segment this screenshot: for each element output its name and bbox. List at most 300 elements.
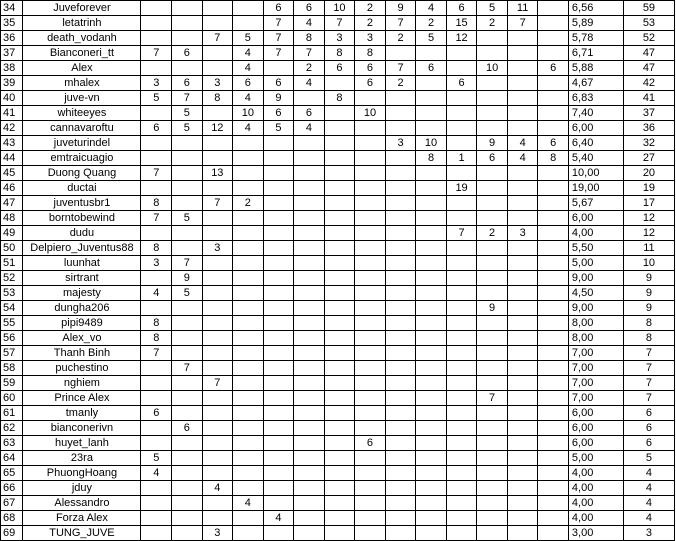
score-cell [233, 331, 264, 346]
average-cell: 6,40 [568, 136, 623, 151]
name-cell: letatrinh [23, 16, 141, 31]
score-cell [294, 451, 325, 466]
score-cell [141, 271, 172, 286]
score-cell [355, 406, 386, 421]
score-cell [233, 16, 264, 31]
average-cell: 3,00 [568, 526, 623, 541]
total-cell: 11 [623, 241, 674, 256]
score-cell [477, 346, 508, 361]
score-cell [202, 391, 233, 406]
score-cell: 9 [172, 271, 203, 286]
score-cell [416, 406, 447, 421]
score-cell [446, 421, 477, 436]
score-cell: 15 [446, 16, 477, 31]
table-row [1, 61, 675, 76]
score-cell: 4 [233, 61, 264, 76]
name-cell: Thanh Binh [23, 346, 141, 361]
score-cell [324, 346, 355, 361]
score-cell: 7 [294, 46, 325, 61]
name-cell: Duong Quang [23, 166, 141, 181]
score-cell [294, 211, 325, 226]
table-row [1, 391, 675, 406]
total-cell: 6 [623, 421, 674, 436]
score-cell [385, 436, 416, 451]
score-cell [141, 136, 172, 151]
score-cell: 8 [355, 46, 386, 61]
score-cell [324, 466, 355, 481]
score-cell [263, 256, 294, 271]
table-row [1, 241, 675, 256]
score-cell [477, 76, 508, 91]
total-cell: 7 [623, 391, 674, 406]
score-cell [294, 481, 325, 496]
table-row [1, 16, 675, 31]
score-cell: 4 [233, 91, 264, 106]
score-cell [355, 91, 386, 106]
name-cell: whiteeyes [23, 106, 141, 121]
score-cell [324, 76, 355, 91]
average-cell: 8,00 [568, 331, 623, 346]
score-cell [538, 451, 569, 466]
average-cell: 6,00 [568, 211, 623, 226]
score-cell [263, 436, 294, 451]
score-cell [233, 526, 264, 541]
score-cell [446, 436, 477, 451]
score-cell [416, 346, 447, 361]
score-cell [507, 166, 538, 181]
score-cell [507, 121, 538, 136]
score-cell: 9 [477, 136, 508, 151]
score-cell: 5 [263, 121, 294, 136]
score-cell [446, 451, 477, 466]
rank-cell: 64 [1, 451, 23, 466]
score-cell [294, 421, 325, 436]
score-cell [172, 1, 203, 16]
score-cell [202, 421, 233, 436]
table-row [1, 406, 675, 421]
score-cell [507, 46, 538, 61]
score-cell [202, 286, 233, 301]
name-cell: Alex_vo [23, 331, 141, 346]
score-cell: 4 [507, 136, 538, 151]
score-cell: 8 [141, 331, 172, 346]
score-cell [233, 451, 264, 466]
score-cell: 5 [233, 31, 264, 46]
score-cell: 4 [294, 121, 325, 136]
score-cell [141, 361, 172, 376]
score-cell [385, 256, 416, 271]
score-cell [324, 406, 355, 421]
score-cell [202, 511, 233, 526]
score-cell [538, 121, 569, 136]
score-cell [385, 301, 416, 316]
score-cell: 3 [507, 226, 538, 241]
rank-cell: 39 [1, 76, 23, 91]
score-cell: 7 [202, 376, 233, 391]
score-cell [446, 286, 477, 301]
score-cell [233, 271, 264, 286]
score-cell [385, 91, 416, 106]
total-cell: 4 [623, 496, 674, 511]
name-cell: Alex [23, 61, 141, 76]
score-cell [538, 241, 569, 256]
score-cell: 4 [233, 46, 264, 61]
score-cell: 7 [141, 211, 172, 226]
total-cell: 6 [623, 436, 674, 451]
score-cell [233, 226, 264, 241]
table-row [1, 316, 675, 331]
rank-cell: 59 [1, 376, 23, 391]
score-cell [446, 361, 477, 376]
score-cell [172, 436, 203, 451]
score-cell [416, 46, 447, 61]
score-cell [172, 181, 203, 196]
score-cell [538, 106, 569, 121]
score-cell [172, 451, 203, 466]
average-cell: 4,67 [568, 76, 623, 91]
score-cell: 5 [172, 286, 203, 301]
rank-cell: 68 [1, 511, 23, 526]
score-cell [477, 271, 508, 286]
total-cell: 4 [623, 511, 674, 526]
score-cell [324, 481, 355, 496]
rank-cell: 44 [1, 151, 23, 166]
name-cell: dungha206 [23, 301, 141, 316]
score-cell [141, 436, 172, 451]
score-cell [141, 61, 172, 76]
score-cell [172, 406, 203, 421]
score-cell [294, 346, 325, 361]
average-cell: 8,00 [568, 316, 623, 331]
score-cell [538, 421, 569, 436]
score-cell: 2 [355, 16, 386, 31]
score-cell [294, 331, 325, 346]
total-cell: 6 [623, 406, 674, 421]
table-row [1, 151, 675, 166]
score-cell: 12 [202, 121, 233, 136]
average-cell: 7,40 [568, 106, 623, 121]
score-cell [477, 181, 508, 196]
score-cell [446, 196, 477, 211]
score-cell [324, 421, 355, 436]
score-cell [172, 136, 203, 151]
rank-cell: 66 [1, 481, 23, 496]
score-cell [477, 211, 508, 226]
score-cell: 7 [507, 16, 538, 31]
score-cell [385, 421, 416, 436]
score-cell [202, 256, 233, 271]
score-cell: 4 [141, 286, 172, 301]
score-cell [416, 496, 447, 511]
score-cell [507, 271, 538, 286]
score-cell [446, 166, 477, 181]
score-cell [324, 166, 355, 181]
score-cell [355, 346, 386, 361]
score-cell: 8 [141, 196, 172, 211]
score-cell [416, 181, 447, 196]
score-cell [385, 466, 416, 481]
score-cell: 3 [324, 31, 355, 46]
score-cell [385, 391, 416, 406]
score-cell: 7 [141, 46, 172, 61]
rank-cell: 69 [1, 526, 23, 541]
score-cell: 6 [355, 76, 386, 91]
score-cell: 2 [385, 31, 416, 46]
score-cell: 4 [294, 16, 325, 31]
score-cell [324, 241, 355, 256]
total-cell: 7 [623, 346, 674, 361]
score-cell [385, 181, 416, 196]
table-row [1, 166, 675, 181]
score-cell [172, 31, 203, 46]
score-cell [385, 226, 416, 241]
score-cell [446, 526, 477, 541]
table-row [1, 511, 675, 526]
score-cell [507, 526, 538, 541]
table-row [1, 196, 675, 211]
average-cell: 9,00 [568, 271, 623, 286]
score-cell [202, 406, 233, 421]
score-cell [477, 361, 508, 376]
score-cell [355, 466, 386, 481]
name-cell: pipi9489 [23, 316, 141, 331]
score-cell [416, 106, 447, 121]
score-cell: 7 [263, 16, 294, 31]
average-cell: 6,00 [568, 436, 623, 451]
score-cell [172, 196, 203, 211]
average-cell: 6,83 [568, 91, 623, 106]
table-row [1, 301, 675, 316]
score-cell [538, 526, 569, 541]
score-cell [294, 466, 325, 481]
total-cell: 59 [623, 1, 674, 16]
score-cell [538, 346, 569, 361]
score-cell [324, 436, 355, 451]
score-cell [324, 331, 355, 346]
rank-cell: 34 [1, 1, 23, 16]
table-row [1, 436, 675, 451]
score-cell [233, 481, 264, 496]
total-cell: 41 [623, 91, 674, 106]
score-cell [538, 511, 569, 526]
score-cell [141, 301, 172, 316]
score-cell: 9 [263, 91, 294, 106]
rank-cell: 65 [1, 466, 23, 481]
score-cell [294, 286, 325, 301]
total-cell: 9 [623, 286, 674, 301]
table-row [1, 286, 675, 301]
score-cell [416, 286, 447, 301]
rank-cell: 55 [1, 316, 23, 331]
score-cell [324, 511, 355, 526]
score-cell [324, 496, 355, 511]
name-cell: juveturindel [23, 136, 141, 151]
table-row [1, 361, 675, 376]
score-cell [202, 301, 233, 316]
score-cell: 7 [263, 46, 294, 61]
rank-cell: 61 [1, 406, 23, 421]
score-cell [385, 331, 416, 346]
score-cell [324, 136, 355, 151]
score-cell [172, 376, 203, 391]
name-cell: jduy [23, 481, 141, 496]
score-cell [507, 481, 538, 496]
score-cell [294, 256, 325, 271]
score-cell: 7 [385, 16, 416, 31]
name-cell: majesty [23, 286, 141, 301]
score-cell [507, 436, 538, 451]
score-cell [263, 466, 294, 481]
table-row [1, 496, 675, 511]
score-cell [446, 106, 477, 121]
score-cell [538, 316, 569, 331]
score-cell [538, 301, 569, 316]
total-cell: 36 [623, 121, 674, 136]
score-cell: 6 [294, 106, 325, 121]
score-cell [538, 91, 569, 106]
score-cell: 8 [202, 91, 233, 106]
score-cell [233, 421, 264, 436]
score-cell [477, 451, 508, 466]
average-cell: 5,78 [568, 31, 623, 46]
score-cell: 2 [294, 61, 325, 76]
score-cell [446, 346, 477, 361]
table-row [1, 331, 675, 346]
score-cell [141, 151, 172, 166]
score-cell [385, 451, 416, 466]
score-cell [172, 61, 203, 76]
score-cell [507, 451, 538, 466]
score-cell [538, 361, 569, 376]
score-cell [385, 121, 416, 136]
score-cell: 7 [202, 196, 233, 211]
score-cell [202, 346, 233, 361]
rank-cell: 45 [1, 166, 23, 181]
table-row [1, 76, 675, 91]
score-cell [233, 166, 264, 181]
rank-cell: 40 [1, 91, 23, 106]
score-cell: 6 [263, 76, 294, 91]
score-cell [416, 526, 447, 541]
table-row [1, 1, 675, 16]
score-cell [172, 316, 203, 331]
score-cell: 6 [263, 1, 294, 16]
score-cell [446, 301, 477, 316]
average-cell: 6,56 [568, 1, 623, 16]
rank-cell: 53 [1, 286, 23, 301]
score-cell: 6 [172, 46, 203, 61]
score-cell: 5 [141, 451, 172, 466]
score-cell [446, 316, 477, 331]
average-cell: 4,00 [568, 466, 623, 481]
score-cell [477, 421, 508, 436]
score-cell [202, 46, 233, 61]
score-cell [233, 391, 264, 406]
total-cell: 53 [623, 16, 674, 31]
score-cell [446, 496, 477, 511]
score-cell [538, 391, 569, 406]
score-cell: 6 [324, 61, 355, 76]
score-cell [324, 181, 355, 196]
score-cell [416, 301, 447, 316]
score-cell [233, 466, 264, 481]
score-cell [477, 196, 508, 211]
name-cell: puchestino [23, 361, 141, 376]
score-cell [324, 361, 355, 376]
score-cell [324, 376, 355, 391]
total-cell: 8 [623, 331, 674, 346]
score-cell [385, 496, 416, 511]
score-cell: 6 [446, 1, 477, 16]
score-cell: 7 [202, 31, 233, 46]
score-cell [202, 436, 233, 451]
score-cell [355, 241, 386, 256]
score-cell [202, 226, 233, 241]
score-cell [416, 121, 447, 136]
score-cell [202, 451, 233, 466]
name-cell: cannavaroftu [23, 121, 141, 136]
score-cell [446, 61, 477, 76]
score-cell [233, 376, 264, 391]
score-cell [416, 511, 447, 526]
average-cell: 7,00 [568, 391, 623, 406]
score-cell [202, 151, 233, 166]
total-cell: 8 [623, 316, 674, 331]
score-cell [446, 241, 477, 256]
score-cell [507, 496, 538, 511]
total-cell: 32 [623, 136, 674, 151]
name-cell: Forza Alex [23, 511, 141, 526]
score-cell [477, 331, 508, 346]
score-cell [141, 496, 172, 511]
table-row [1, 271, 675, 286]
score-cell: 8 [538, 151, 569, 166]
score-cell [477, 286, 508, 301]
score-cell [538, 256, 569, 271]
score-cell [355, 391, 386, 406]
score-cell [416, 211, 447, 226]
average-cell: 7,00 [568, 346, 623, 361]
score-cell: 6 [538, 61, 569, 76]
rank-cell: 46 [1, 181, 23, 196]
score-cell: 5 [172, 106, 203, 121]
name-cell: juve-vn [23, 91, 141, 106]
score-cell [324, 271, 355, 286]
score-cell [507, 181, 538, 196]
score-cell [294, 271, 325, 286]
table-row [1, 46, 675, 61]
score-cell [416, 451, 447, 466]
name-cell: Prince Alex [23, 391, 141, 406]
score-cell [324, 106, 355, 121]
average-cell: 4,00 [568, 496, 623, 511]
total-cell: 3 [623, 526, 674, 541]
score-cell [355, 136, 386, 151]
score-cell [294, 226, 325, 241]
total-cell: 7 [623, 376, 674, 391]
score-cell [507, 316, 538, 331]
score-cell [355, 256, 386, 271]
score-cell [507, 286, 538, 301]
score-cell [477, 121, 508, 136]
score-cell [355, 301, 386, 316]
name-cell: sirtrant [23, 271, 141, 286]
score-cell [233, 301, 264, 316]
score-cell [538, 31, 569, 46]
score-cell [416, 226, 447, 241]
name-cell: Juveforever [23, 1, 141, 16]
score-cell [233, 1, 264, 16]
